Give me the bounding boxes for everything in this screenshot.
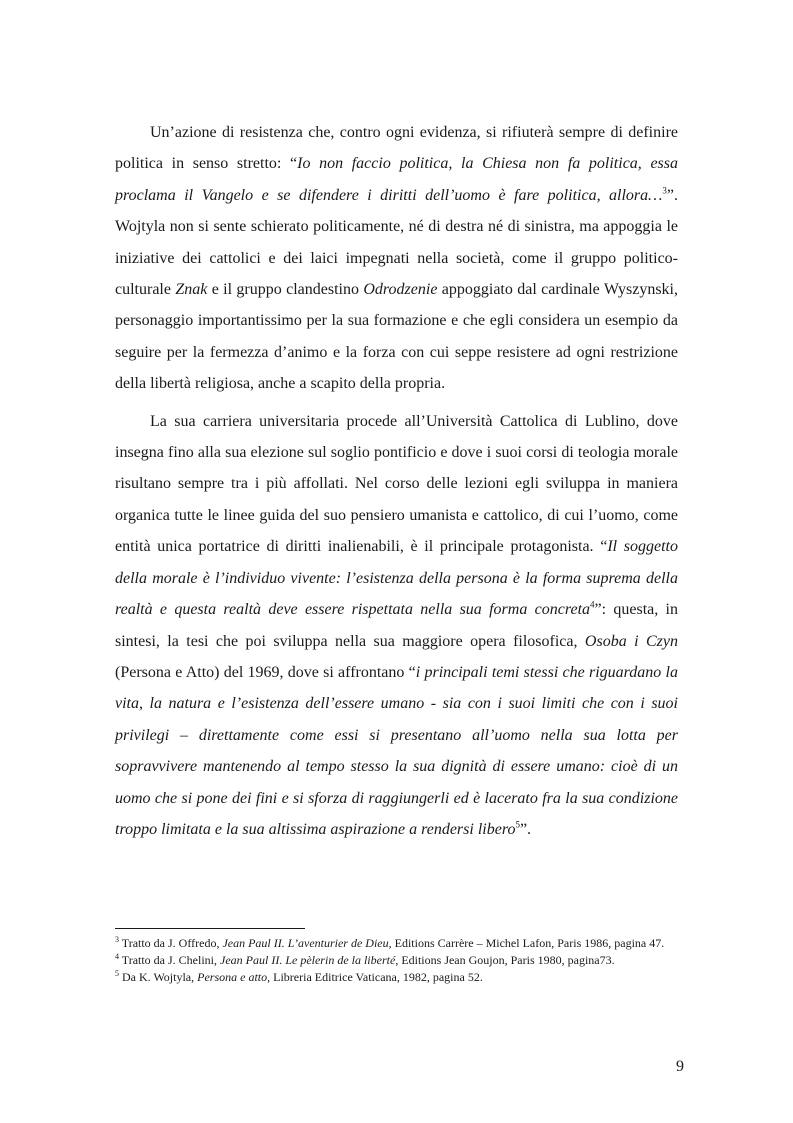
paragraph-2 <box>115 406 678 846</box>
paragraph-1-text-b: ”. Wojtyla non si sente schierato politicamente, né di destra né di sinistra, ma appoggia le iniziative dei cattolici e dei laici impegnati nella società, come il gruppo politico-culturale <box>115 186 678 299</box>
footnote-text: Tratto da J. Chelini, <box>119 953 221 967</box>
footnote-3 <box>115 936 690 951</box>
footnote-text: Tratto da J. Offredo, <box>119 936 223 950</box>
footnote-text: , Editions Carrère – Michel Lafon, Paris 1986, pagina 47. <box>388 936 665 950</box>
main-text <box>115 117 678 845</box>
paragraph-1 <box>115 117 678 400</box>
term-odrodzenie: Odrodzenie <box>363 281 438 299</box>
footnote-number: 3 <box>115 935 119 944</box>
paragraph-1-text-c: e il gruppo clandestino <box>207 281 364 299</box>
footnote-title: Jean Paul II. L’aventurier de Dieu <box>222 936 389 950</box>
footnote-4 <box>115 953 690 968</box>
footnote-separator <box>115 928 305 929</box>
paragraph-2-quote-1: Il soggetto della morale è l’individuo vivente: l’esistenza della persona è la forma suprema della realtà e questa realtà deve essere rispettata nella sua forma concreta <box>115 538 678 619</box>
paragraph-1-text-d: appoggiato dal cardinale Wyszynski, personaggio importantissimo per la sua formazione e che egli considera un esempio da seguire per la fermezza d’animo e la forza con cui seppe resistere ad ogni restrizione della libertà religiosa, anche a scapito della propria. <box>115 281 679 393</box>
paragraph-2-text-d: ”. <box>519 820 532 838</box>
footnote-text: , Libreria Editrice Vaticana, 1982, pagina 52. <box>267 970 483 984</box>
paragraph-2-text-b: ”: questa, in sintesi, la tesi che poi sviluppa nella sua maggiore opera filosofica, <box>115 601 679 650</box>
paragraph-1-quote: Io non faccio politica, la Chiesa non fa politica, essa proclama il Vangelo e se difendere i diritti dell’uomo è fare politica, allora… <box>115 155 678 204</box>
footnote-ref-3: 3 <box>662 185 667 196</box>
page-number: 9 <box>676 1058 684 1075</box>
footnotes <box>115 936 690 987</box>
footnote-text: Da K. Wojtyla, <box>119 970 198 984</box>
book-title-osoba-i-czyn: Osoba i Czyn <box>584 632 678 650</box>
footnote-number: 4 <box>115 952 119 961</box>
footnote-title: Jean Paul II. Le pèlerin de la liberté <box>220 953 396 967</box>
footnote-text: , Editions Jean Goujon, Paris 1980, pagina73. <box>395 953 615 967</box>
footnote-ref-4: 4 <box>590 599 595 610</box>
footnote-number: 5 <box>115 969 119 978</box>
paragraph-2-quote-2: i principali temi stessi che riguardano la vita, la natura e l’esistenza dell’essere umano - sia con i suoi limiti che con i suoi privilegi – direttamente come essi si presentano all’uomo nella sua lotta per sopravvivere mantenendo al tempo stesso la sua dignità di essere umano: cioè di un uomo che si pone dei fini e si sforza di raggiungerli ed è lacerato fra la sua condizione troppo limitata e la sua altissima aspirazione a rendersi libero <box>115 663 678 838</box>
footnote-5 <box>115 970 690 985</box>
paragraph-2-text-c: (Persona e Atto) del 1969, dove si affrontano “ <box>115 663 416 681</box>
footnote-title: Persona e atto <box>197 970 268 984</box>
paragraph-2-text-a: La sua carriera universitaria procede all’Università Cattolica di Lublino, dove insegna fino alla sua elezione sul soglio pontificio e dove i suoi corsi di teologia morale risultano sempre tra i più affollati. Nel corso delle lezioni egli sviluppa in maniera organica tutte le linee guida del suo pensiero umanista e cattolico, di cui l’uomo, come entità unica portatrice di diritti inalienabili, è il principale protagonista. “ <box>115 412 678 556</box>
footnote-ref-5: 5 <box>515 819 520 830</box>
paragraph-1-text-a: Un’azione di resistenza che, contro ogni evidenza, si rifiuterà sempre di definire politica in senso stretto: “ <box>115 124 678 173</box>
term-znak: Znak <box>175 281 208 299</box>
